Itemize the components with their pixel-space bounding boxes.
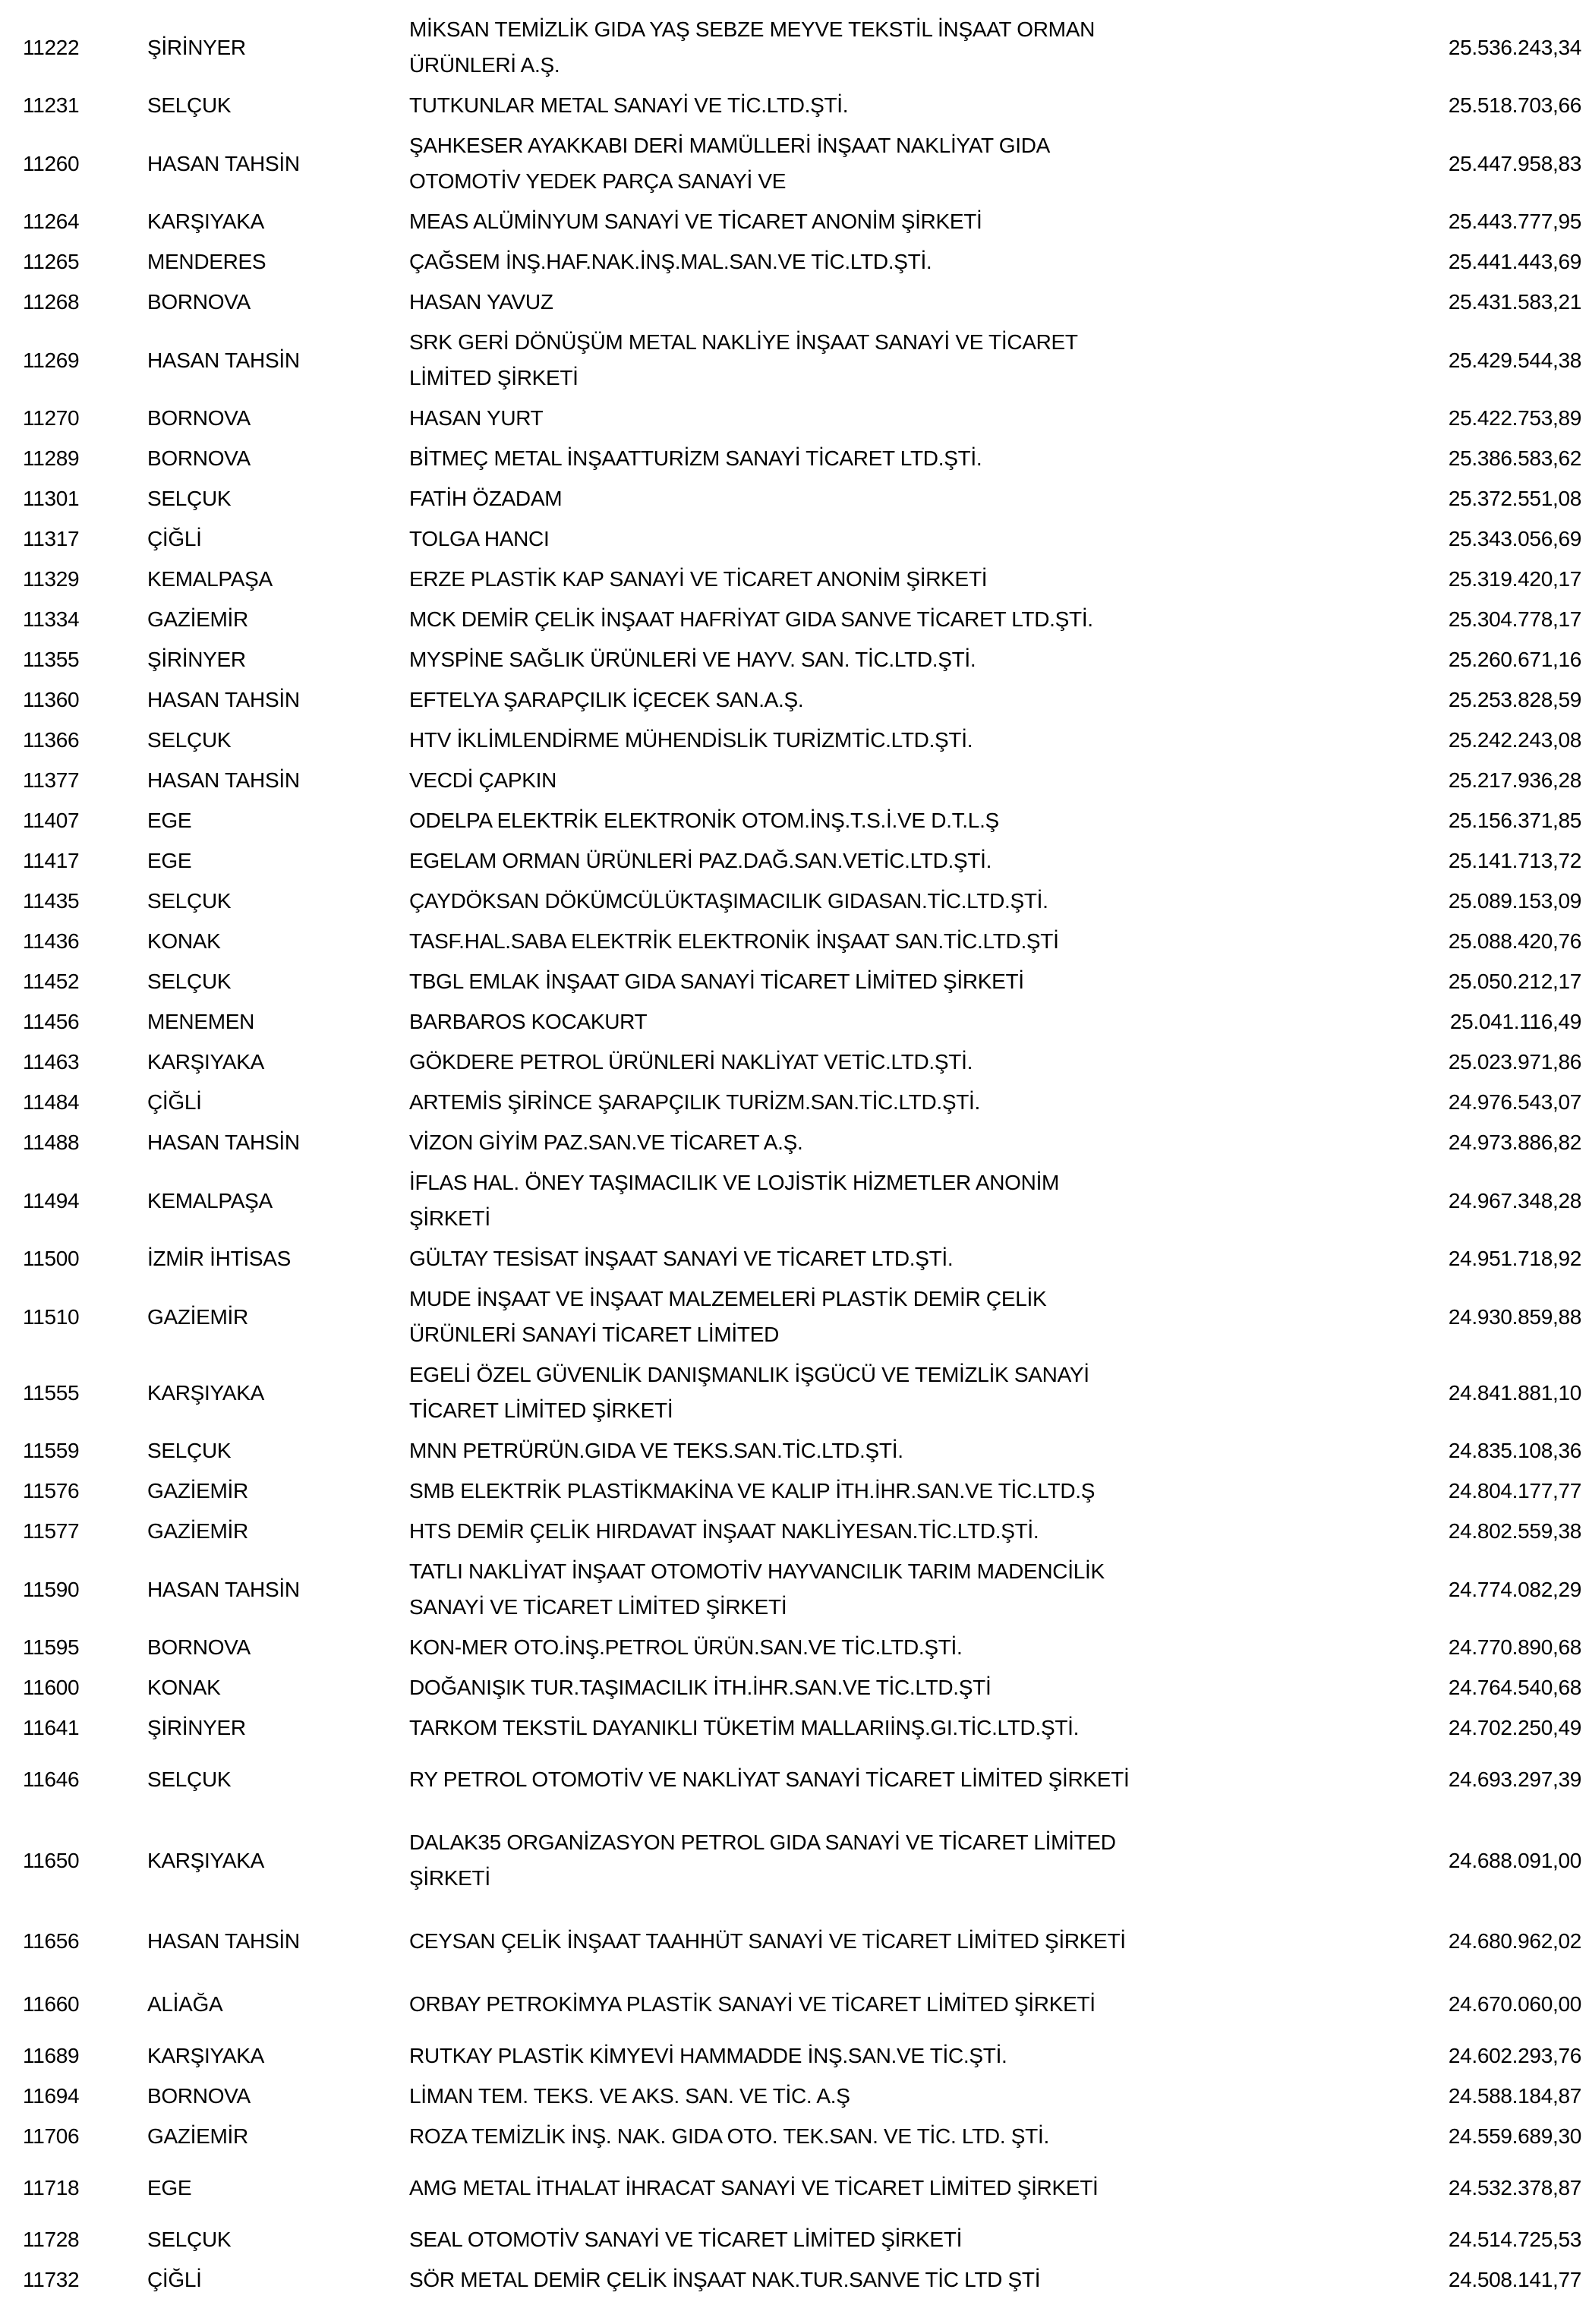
- tax-office-cell: GAZİEMİR: [147, 1519, 248, 1543]
- tax-office-cell: KONAK: [147, 929, 221, 953]
- table-row: [0, 282, 1589, 322]
- amount-cell: 24.688.091,00: [1448, 1848, 1581, 1872]
- rank-cell: 11732: [23, 2268, 80, 2291]
- amount-cell: 25.372.551,08: [1448, 487, 1581, 510]
- tax-office-cell: HASAN TAHSİN: [147, 688, 300, 711]
- amount-cell: 25.441.443,69: [1448, 250, 1581, 273]
- amount-cell: 25.242.243,08: [1448, 728, 1581, 752]
- tax-office-cell: SELÇUK: [147, 2228, 232, 2251]
- taxpayer-name-cell: ORBAY PETROKİMYA PLASTİK SANAYİ VE TİCARET LİMİTED ŞİRKETİ: [409, 1992, 1096, 2016]
- rank-cell: 11377: [23, 768, 80, 792]
- rank-cell: 11646: [23, 1767, 80, 1791]
- amount-cell: 24.702.250,49: [1448, 1716, 1581, 1739]
- amount-cell: 24.770.890,68: [1448, 1635, 1581, 1659]
- tax-office-cell: SELÇUK: [147, 93, 232, 117]
- rank-cell: 11600: [23, 1676, 80, 1699]
- amount-cell: 25.429.544,38: [1448, 348, 1581, 372]
- taxpayer-name-cell: GÜLTAY TESİSAT İNŞAAT SANAYİ VE TİCARET LTD.ŞTİ.: [409, 1247, 954, 1270]
- rank-cell: 11484: [23, 1090, 80, 1114]
- taxpayer-name-cell: DOĞANIŞIK TUR.TAŞIMACILIK İTH.İHR.SAN.VE TİC.LTD.ŞTİ: [409, 1676, 992, 1699]
- amount-cell: 24.930.859,88: [1448, 1304, 1581, 1329]
- taxpayer-name-cell: EGELİ ÖZEL GÜVENLİK DANIŞMANLIK İŞGÜCÜ VE TEMİZLİK SANAYİ TİCARET LİMİTED ŞİRKETİ: [409, 1363, 1089, 1422]
- amount-cell: 25.023.971,86: [1448, 1050, 1581, 1074]
- table-row: [0, 1430, 1589, 1471]
- rank-cell: 11417: [23, 849, 80, 872]
- tax-office-cell: EGE: [147, 849, 192, 872]
- tax-office-cell: ŞİRİNYER: [147, 1716, 246, 1739]
- table-row: [0, 241, 1589, 282]
- table-row: [0, 1238, 1589, 1279]
- rank-cell: 11463: [23, 1050, 80, 1074]
- tax-office-cell: HASAN TAHSİN: [147, 1929, 300, 1953]
- table-row: [0, 1471, 1589, 1511]
- taxpayer-name-cell: RUTKAY PLASTİK KİMYEVİ HAMMADDE İNŞ.SAN.VE TİC.ŞTİ.: [409, 2044, 1007, 2067]
- rank-cell: 11407: [23, 809, 80, 832]
- amount-cell: 24.976.543,07: [1448, 1090, 1581, 1114]
- table-row: [0, 921, 1589, 961]
- amount-cell: 25.260.671,16: [1448, 648, 1581, 671]
- table-row: [0, 2076, 1589, 2116]
- rank-cell: 11355: [23, 648, 80, 671]
- rank-cell: 11660: [23, 1992, 80, 2016]
- taxpayer-name-cell: TOLGA HANCI: [409, 527, 550, 550]
- table-row: [0, 1122, 1589, 1162]
- tax-office-cell: SELÇUK: [147, 889, 232, 913]
- amount-cell: 25.141.713,72: [1448, 849, 1581, 872]
- table-row: [0, 125, 1589, 201]
- amount-cell: 25.041.116,49: [1449, 1010, 1581, 1033]
- tax-office-cell: SELÇUK: [147, 1439, 232, 1462]
- table-row: [0, 1811, 1589, 1909]
- taxpayer-name-cell: İFLAS HAL. ÖNEY TAŞIMACILIK VE LOJİSTİK HİZMETLER ANONİM ŞİRKETİ: [409, 1171, 1060, 1230]
- table-row: [0, 1279, 1589, 1354]
- amount-cell: 25.422.753,89: [1448, 406, 1581, 430]
- table-row: [0, 1511, 1589, 1551]
- taxpayer-name-cell: ERZE PLASTİK KAP SANAYİ VE TİCARET ANONİM ŞİRKETİ: [409, 567, 988, 591]
- amount-cell: 24.670.060,00: [1448, 1992, 1581, 2016]
- taxpayer-name-cell: LİMAN TEM. TEKS. VE AKS. SAN. VE TİC. A.Ş: [409, 2084, 850, 2108]
- rank-cell: 11231: [23, 93, 80, 117]
- amount-cell: 24.588.184,87: [1448, 2084, 1581, 2108]
- rank-cell: 11728: [23, 2228, 80, 2251]
- tax-office-cell: KARŞIYAKA: [147, 1050, 264, 1074]
- tax-office-cell: EGE: [147, 2176, 192, 2199]
- table-row: [0, 559, 1589, 599]
- tax-office-cell: BORNOVA: [147, 406, 251, 430]
- taxpayer-name-cell: VİZON GİYİM PAZ.SAN.VE TİCARET A.Ş.: [409, 1130, 803, 1154]
- amount-cell: 25.386.583,62: [1448, 446, 1581, 470]
- tax-office-cell: KONAK: [147, 1676, 221, 1699]
- taxpayer-name-cell: DALAK35 ORGANİZASYON PETROL GIDA SANAYİ VE TİCARET LİMİTED ŞİRKETİ: [409, 1831, 1116, 1890]
- amount-cell: 25.319.420,17: [1448, 567, 1581, 591]
- rank-cell: 11366: [23, 728, 80, 752]
- amount-cell: 24.514.725,53: [1448, 2228, 1581, 2251]
- taxpayer-name-cell: ODELPA ELEKTRİK ELEKTRONİK OTOM.İNŞ.T.S.İ.VE D.T.L.Ş: [409, 809, 999, 832]
- table-row: [0, 478, 1589, 519]
- tax-office-cell: HASAN TAHSİN: [147, 768, 300, 792]
- amount-cell: 24.973.886,82: [1448, 1130, 1581, 1154]
- rank-cell: 11265: [23, 250, 80, 273]
- amount-cell: 25.536.243,34: [1448, 35, 1581, 59]
- table-row: [0, 85, 1589, 125]
- rank-cell: 11360: [23, 688, 80, 711]
- amount-cell: 25.217.936,28: [1448, 768, 1581, 792]
- taxpayer-name-cell: AMG METAL İTHALAT İHRACAT SANAYİ VE TİCARET LİMİTED ŞİRKETİ: [409, 2176, 1099, 2199]
- rank-cell: 11301: [23, 487, 80, 510]
- taxpayer-name-cell: BİTMEÇ METAL İNŞAATTURİZM SANAYİ TİCARET LTD.ŞTİ.: [409, 446, 982, 470]
- taxpayer-name-cell: HTS DEMİR ÇELİK HIRDAVAT İNŞAAT NAKLİYESAN.TİC.LTD.ŞTİ.: [409, 1519, 1039, 1543]
- taxpayer-name-cell: FATİH ÖZADAM: [409, 487, 563, 510]
- table-row: [0, 639, 1589, 680]
- tax-office-cell: ÇİĞLİ: [147, 1090, 202, 1114]
- tax-office-cell: KARŞIYAKA: [147, 2044, 264, 2067]
- tax-office-cell: BORNOVA: [147, 446, 251, 470]
- amount-cell: 25.343.056,69: [1448, 527, 1581, 550]
- tax-office-cell: SELÇUK: [147, 487, 232, 510]
- rank-cell: 11595: [23, 1635, 80, 1659]
- table-row: [0, 1551, 1589, 1627]
- amount-cell: 24.680.962,02: [1448, 1929, 1581, 1953]
- rank-cell: 11650: [23, 1848, 80, 1872]
- table-row: [0, 1354, 1589, 1430]
- taxpayer-name-cell: SEAL OTOMOTİV SANAYİ VE TİCARET LİMİTED ŞİRKETİ: [409, 2228, 963, 2251]
- table-row: [0, 1001, 1589, 1042]
- amount-cell: 25.431.583,21: [1448, 290, 1581, 314]
- amount-cell: 24.804.177,77: [1448, 1479, 1581, 1503]
- amount-cell: 24.764.540,68: [1448, 1676, 1581, 1699]
- tax-office-cell: GAZİEMİR: [147, 2124, 248, 2148]
- taxpayer-name-cell: VECDİ ÇAPKIN: [409, 768, 556, 792]
- table-row: [0, 1909, 1589, 1972]
- rank-cell: 11270: [23, 406, 80, 430]
- table-row: [0, 1708, 1589, 1748]
- tax-office-cell: HASAN TAHSİN: [147, 1130, 300, 1154]
- tax-office-cell: GAZİEMİR: [147, 1479, 248, 1503]
- amount-cell: 25.050.212,17: [1448, 970, 1581, 993]
- taxpayer-name-cell: BARBAROS KOCAKURT: [409, 1010, 648, 1033]
- tax-office-cell: ŞİRİNYER: [147, 35, 246, 59]
- amount-cell: 24.835.108,36: [1448, 1439, 1581, 1462]
- tax-office-cell: KEMALPAŞA: [147, 567, 273, 591]
- rank-cell: 11268: [23, 290, 80, 314]
- amount-cell: 25.089.153,09: [1448, 889, 1581, 913]
- rank-cell: 11510: [23, 1304, 80, 1329]
- rank-cell: 11689: [23, 2044, 80, 2067]
- tax-office-cell: ÇİĞLİ: [147, 2268, 202, 2291]
- taxpayer-name-cell: SÖR METAL DEMİR ÇELİK İNŞAAT NAK.TUR.SANVE TİC LTD ŞTİ: [409, 2268, 1041, 2291]
- amount-cell: 25.447.958,83: [1448, 151, 1581, 175]
- taxpayer-name-cell: MUDE İNŞAAT VE İNŞAAT MALZEMELERİ PLASTİK DEMİR ÇELİK ÜRÜNLERİ SANAYİ TİCARET LİMİTED: [409, 1287, 1047, 1346]
- rank-cell: 11329: [23, 567, 80, 591]
- tax-office-cell: HASAN TAHSİN: [147, 151, 300, 175]
- table-row: [0, 680, 1589, 720]
- amount-cell: 25.518.703,66: [1448, 93, 1581, 117]
- taxpayer-name-cell: HASAN YURT: [409, 406, 544, 430]
- table-row: [0, 1627, 1589, 1667]
- taxpayer-name-cell: HTV İKLİMLENDİRME MÜHENDİSLİK TURİZMTİC.LTD.ŞTİ.: [409, 728, 973, 752]
- tax-office-cell: İZMİR İHTİSAS: [147, 1247, 291, 1270]
- table-row: [0, 2116, 1589, 2156]
- amount-cell: 25.443.777,95: [1448, 210, 1581, 233]
- tax-office-cell: ŞİRİNYER: [147, 648, 246, 671]
- rank-cell: 11334: [23, 607, 80, 631]
- table-row: [0, 840, 1589, 881]
- tax-office-cell: BORNOVA: [147, 1635, 251, 1659]
- taxpayer-name-cell: ROZA TEMİZLİK İNŞ. NAK. GIDA OTO. TEK.SAN. VE TİC. LTD. ŞTİ.: [409, 2124, 1049, 2148]
- table-row: [0, 1162, 1589, 1238]
- rank-cell: 11706: [23, 2124, 80, 2148]
- taxpayer-name-cell: KON-MER OTO.İNŞ.PETROL ÜRÜN.SAN.VE TİC.LTD.ŞTİ.: [409, 1635, 963, 1659]
- taxpayer-name-cell: MNN PETRÜRÜN.GIDA VE TEKS.SAN.TİC.LTD.ŞTİ.: [409, 1439, 903, 1462]
- rank-cell: 11456: [23, 1010, 80, 1033]
- taxpayer-name-cell: SRK GERİ DÖNÜŞÜM METAL NAKLİYE İNŞAAT SANAYİ VE TİCARET LİMİTED ŞİRKETİ: [409, 330, 1078, 389]
- rank-cell: 11452: [23, 970, 80, 993]
- tax-office-cell: MENEMEN: [147, 1010, 255, 1033]
- tax-office-cell: SELÇUK: [147, 1767, 232, 1791]
- tax-office-cell: GAZİEMİR: [147, 607, 248, 631]
- amount-cell: 25.304.778,17: [1448, 607, 1581, 631]
- taxpayer-name-cell: TARKOM TEKSTİL DAYANIKLI TÜKETİM MALLARIİNŞ.GI.TİC.LTD.ŞTİ.: [409, 1716, 1080, 1739]
- amount-cell: 24.693.297,39: [1448, 1767, 1581, 1791]
- table-row: [0, 2156, 1589, 2219]
- taxpayer-name-cell: ŞAHKESER AYAKKABI DERİ MAMÜLLERİ İNŞAAT NAKLİYAT GIDA OTOMOTİV YEDEK PARÇA SANAYİ VE: [409, 134, 1051, 193]
- rank-cell: 11555: [23, 1380, 80, 1405]
- table-row: [0, 398, 1589, 438]
- amount-cell: 24.967.348,28: [1448, 1188, 1581, 1212]
- tax-office-cell: EGE: [147, 809, 192, 832]
- rank-cell: 11289: [23, 446, 80, 470]
- amount-cell: 24.559.689,30: [1448, 2124, 1581, 2148]
- amount-cell: 24.508.141,77: [1448, 2268, 1581, 2291]
- tax-office-cell: GAZİEMİR: [147, 1304, 248, 1329]
- rank-cell: 11641: [23, 1716, 80, 1739]
- amount-cell: 24.951.718,92: [1448, 1247, 1581, 1270]
- taxpayer-name-cell: CEYSAN ÇELİK İNŞAAT TAAHHÜT SANAYİ VE TİCARET LİMİTED ŞİRKETİ: [409, 1929, 1126, 1953]
- table-row: [0, 1748, 1589, 1811]
- table-row: [0, 9, 1589, 85]
- tax-office-cell: SELÇUK: [147, 970, 232, 993]
- rank-cell: 11656: [23, 1929, 80, 1953]
- tax-office-cell: MENDERES: [147, 250, 266, 273]
- table-row: [0, 1042, 1589, 1082]
- debtor-table: [0, 9, 1589, 2300]
- rank-cell: 11435: [23, 889, 80, 913]
- tax-office-cell: KARŞIYAKA: [147, 1848, 264, 1872]
- rank-cell: 11576: [23, 1479, 80, 1503]
- rank-cell: 11590: [23, 1577, 80, 1601]
- rank-cell: 11500: [23, 1247, 80, 1270]
- taxpayer-name-cell: SMB ELEKTRİK PLASTİKMAKİNA VE KALIP İTH.İHR.SAN.VE TİC.LTD.Ş: [409, 1479, 1096, 1503]
- taxpayer-name-cell: EFTELYA ŞARAPÇILIK İÇECEK SAN.A.Ş.: [409, 688, 804, 711]
- amount-cell: 24.602.293,76: [1448, 2044, 1581, 2067]
- taxpayer-name-cell: EGELAM ORMAN ÜRÜNLERİ PAZ.DAĞ.SAN.VETİC.LTD.ŞTİ.: [409, 849, 992, 872]
- taxpayer-name-cell: GÖKDERE PETROL ÜRÜNLERİ NAKLİYAT VETİC.LTD.ŞTİ.: [409, 1050, 973, 1074]
- tax-office-cell: SELÇUK: [147, 728, 232, 752]
- rank-cell: 11559: [23, 1439, 80, 1462]
- table-row: [0, 322, 1589, 398]
- tax-office-cell: HASAN TAHSİN: [147, 1577, 300, 1601]
- taxpayer-name-cell: HASAN YAVUZ: [409, 290, 553, 314]
- taxpayer-name-cell: RY PETROL OTOMOTİV VE NAKLİYAT SANAYİ TİCARET LİMİTED ŞİRKETİ: [409, 1767, 1130, 1791]
- taxpayer-name-cell: MCK DEMİR ÇELİK İNŞAAT HAFRİYAT GIDA SANVE TİCARET LTD.ŞTİ.: [409, 607, 1093, 631]
- taxpayer-name-cell: TUTKUNLAR METAL SANAYİ VE TİC.LTD.ŞTİ.: [409, 93, 849, 117]
- table-row: [0, 2219, 1589, 2259]
- amount-cell: 25.088.420,76: [1448, 929, 1581, 953]
- tax-office-cell: HASAN TAHSİN: [147, 348, 300, 372]
- tax-office-cell: KARŞIYAKA: [147, 1380, 264, 1405]
- amount-cell: 25.156.371,85: [1448, 809, 1581, 832]
- tax-office-cell: ÇİĞLİ: [147, 527, 202, 550]
- rank-cell: 11260: [23, 151, 80, 175]
- taxpayer-name-cell: ARTEMİS ŞİRİNCE ŞARAPÇILIK TURİZM.SAN.TİC.LTD.ŞTİ.: [409, 1090, 981, 1114]
- table-row: [0, 720, 1589, 760]
- rank-cell: 11269: [23, 348, 80, 372]
- rank-cell: 11264: [23, 210, 80, 233]
- table-row: [0, 800, 1589, 840]
- rank-cell: 11222: [23, 35, 80, 59]
- amount-cell: 24.802.559,38: [1448, 1519, 1581, 1543]
- rank-cell: 11577: [23, 1519, 80, 1543]
- taxpayer-name-cell: TBGL EMLAK İNŞAAT GIDA SANAYİ TİCARET LİMİTED ŞİRKETİ: [409, 970, 1024, 993]
- table-row: [0, 1667, 1589, 1708]
- tax-office-cell: BORNOVA: [147, 2084, 251, 2108]
- tax-office-cell: KARŞIYAKA: [147, 210, 264, 233]
- taxpayer-name-cell: ÇAYDÖKSAN DÖKÜMCÜLÜKTAŞIMACILIK GIDASAN.TİC.LTD.ŞTİ.: [409, 889, 1048, 913]
- table-row: [0, 519, 1589, 559]
- table-row: [0, 599, 1589, 639]
- table-row: [0, 961, 1589, 1001]
- rank-cell: 11317: [23, 527, 80, 550]
- tax-office-cell: BORNOVA: [147, 290, 251, 314]
- debtor-table-body: [0, 9, 1589, 2300]
- table-row: [0, 881, 1589, 921]
- taxpayer-name-cell: MEAS ALÜMİNYUM SANAYİ VE TİCARET ANONİM ŞİRKETİ: [409, 210, 982, 233]
- rank-cell: 11718: [23, 2176, 80, 2199]
- amount-cell: 24.774.082,29: [1448, 1577, 1581, 1601]
- tax-office-cell: KEMALPAŞA: [147, 1188, 273, 1212]
- table-row: [0, 1082, 1589, 1122]
- rank-cell: 11494: [23, 1188, 80, 1212]
- rank-cell: 11436: [23, 929, 80, 953]
- taxpayer-name-cell: MİKSAN TEMİZLİK GIDA YAŞ SEBZE MEYVE TEKSTİL İNŞAAT ORMAN ÜRÜNLERİ A.Ş.: [409, 17, 1095, 77]
- taxpayer-name-cell: ÇAĞSEM İNŞ.HAF.NAK.İNŞ.MAL.SAN.VE TİC.LTD.ŞTİ.: [409, 250, 932, 273]
- table-row: [0, 2259, 1589, 2300]
- tax-office-cell: ALİAĞA: [147, 1992, 223, 2016]
- amount-cell: 24.841.881,10: [1448, 1380, 1581, 1405]
- amount-cell: 24.532.378,87: [1448, 2176, 1581, 2199]
- table-row: [0, 2035, 1589, 2076]
- rank-cell: 11694: [23, 2084, 80, 2108]
- table-row: [0, 760, 1589, 800]
- table-row: [0, 201, 1589, 241]
- taxpayer-name-cell: TASF.HAL.SABA ELEKTRİK ELEKTRONİK İNŞAAT SAN.TİC.LTD.ŞTİ: [409, 929, 1059, 953]
- rank-cell: 11488: [23, 1130, 80, 1154]
- table-row: [0, 1972, 1589, 2035]
- taxpayer-name-cell: MYSPİNE SAĞLIK ÜRÜNLERİ VE HAYV. SAN. TİC.LTD.ŞTİ.: [409, 648, 976, 671]
- amount-cell: 25.253.828,59: [1448, 688, 1581, 711]
- table-row: [0, 438, 1589, 478]
- taxpayer-name-cell: TATLI NAKLİYAT İNŞAAT OTOMOTİV HAYVANCILIK TARIM MADENCİLİK SANAYİ VE TİCARET LİMİTED ŞİRKETİ: [409, 1559, 1105, 1619]
